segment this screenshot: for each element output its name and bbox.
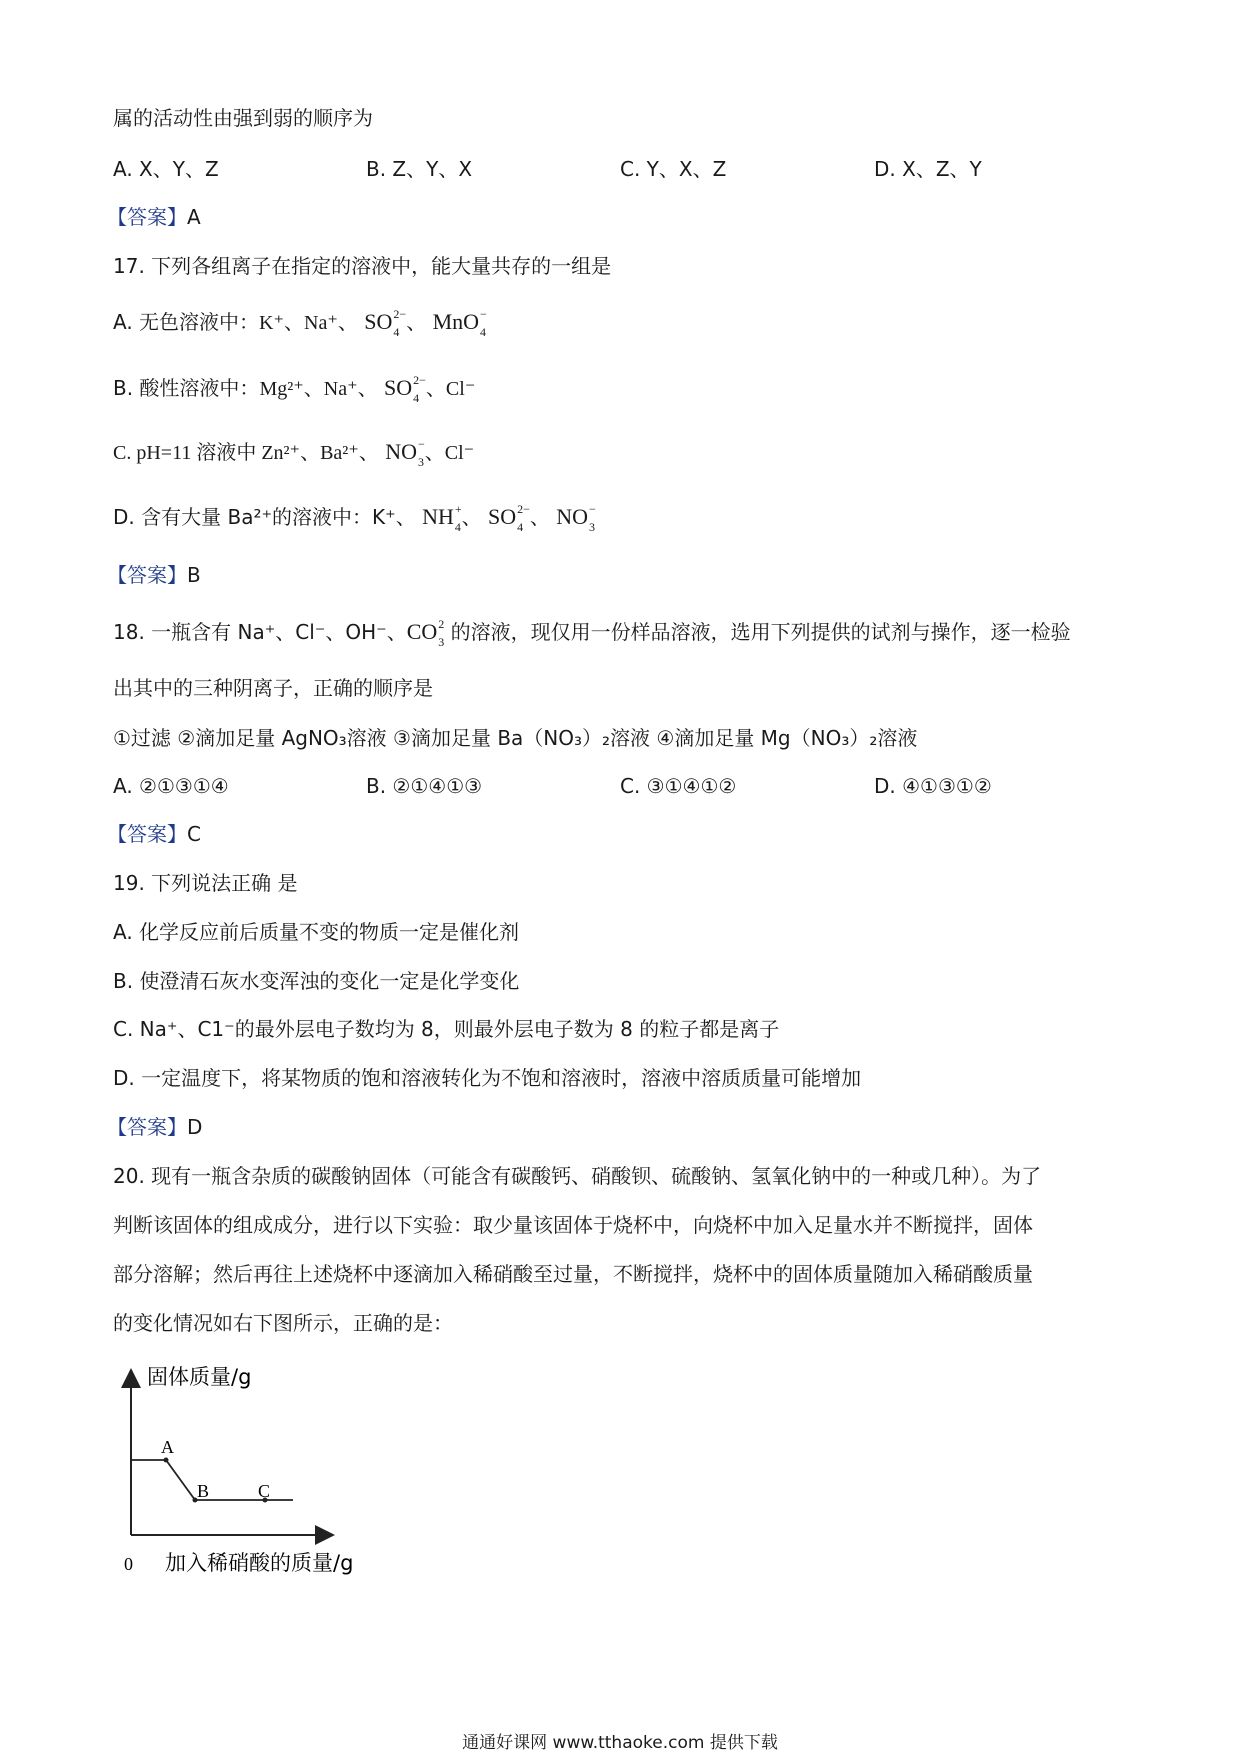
q18-stem-line2: 出其中的三种阴离子，正确的顺序是: [113, 676, 433, 700]
option-b-ions: Mg²⁺、Na⁺、: [259, 378, 378, 400]
q20-line2: 判断该固体的组成成分，进行以下实验：取少量该固体于烧杯中，向烧杯中加入足量水并不断搅拌，固体: [113, 1213, 1033, 1237]
q16-option-b: B. Z、Y、X: [366, 157, 473, 181]
stem-part-a: 18. 一瓶含有 Na⁺、Cl⁻、OH⁻、: [113, 620, 407, 644]
answer-value: A: [187, 205, 201, 229]
q17-option-b: [113, 374, 475, 403]
q19-option-d: D. 一定温度下，将某物质的饱和溶液转化为不饱和溶液时，溶液中溶质质量可能增加: [113, 1066, 862, 1090]
option-a-ions: K⁺、Na⁺、: [259, 312, 358, 334]
q18-option-a: A. ②①③①④: [113, 774, 229, 798]
q19-answer: [107, 1113, 202, 1141]
q16-answer: [107, 203, 201, 231]
option-c-tail: 、Cl⁻: [424, 442, 475, 464]
carbonate-ion: CO 2 3: [406, 616, 445, 649]
point-a-dot: [164, 1458, 169, 1463]
q17-option-a: A. 无色溶液中：K⁺、Na⁺、 SO 2− 4 、 MnO − 4: [113, 306, 487, 339]
solid-mass-graph: [110, 1360, 380, 1580]
q19-option-c: C. Na⁺、C1⁻的最外层电子数均为 8，则最外层电子数为 8 的粒子都是离子: [113, 1017, 780, 1041]
option-a-prefix: A. 无色溶液中：: [113, 310, 260, 334]
option-c-prefix: C. pH=11 溶液中 Zn²⁺、Ba²⁺、: [113, 442, 379, 464]
sulfate-ion: SO 2− 4: [364, 306, 407, 339]
q18-operations: ①过滤 ②滴加足量 AgNO₃溶液 ③滴加足量 Ba（NO₃）₂溶液 ④滴加足量 Mg（NO₃）₂溶液: [113, 726, 918, 750]
nitrate-ion: NO − 3: [385, 436, 425, 469]
point-b-label: B: [197, 1481, 210, 1501]
q16-option-d: D. X、Z、Y: [874, 157, 982, 181]
answer-tag: 【答案】: [107, 563, 187, 587]
option-b-prefix: B. 酸性溶液中：: [113, 376, 260, 400]
q20-line4: 的变化情况如右下图所示，正确的是：: [113, 1311, 453, 1335]
answer-tag: 【答案】: [107, 822, 187, 846]
sulfate-ion: SO 2− 4: [487, 501, 530, 534]
q19-option-b: B. 使澄清石灰水变浑浊的变化一定是化学变化: [113, 969, 520, 993]
q19-stem: 19. 下列说法正确 是: [113, 871, 298, 895]
option-d-prefix: D. 含有大量 Ba²⁺的溶液中：K⁺、: [113, 505, 416, 529]
q20-line3: 部分溶解；然后再往上述烧杯中逐滴加入稀硝酸至过量，不断搅拌，烧杯中的固体质量随加入稀硝酸质量: [113, 1262, 1033, 1286]
x-axis-label: 加入稀硝酸的质量/g: [165, 1551, 354, 1575]
q16-option-a: A. X、Y、Z: [113, 157, 219, 181]
answer-value: D: [187, 1115, 203, 1139]
y-axis-label: 固体质量/g: [147, 1365, 252, 1389]
stem-part-b: 的溶液，现仅用一份样品溶液，选用下列提供的试剂与操作，逐一检验: [444, 620, 1071, 644]
q17-answer: [107, 561, 201, 589]
nitrate-ion: NO − 3: [556, 501, 596, 534]
answer-value: C: [187, 822, 201, 846]
q17-stem: 17. 下列各组离子在指定的溶液中，能大量共存的一组是: [113, 254, 612, 278]
page-footer: 通通好课网 www.tthaoke.com 提供下载: [462, 1733, 778, 1753]
q20-line1: 20. 现有一瓶含杂质的碳酸钠固体（可能含有碳酸钙、硝酸钡、硫酸钠、氢氧化钠中的一种或几种）。为了: [113, 1164, 1042, 1188]
sulfate-ion: SO 2− 4: [384, 372, 426, 405]
point-c-label: C: [258, 1481, 271, 1501]
answer-value: B: [187, 563, 201, 587]
answer-tag: 【答案】: [107, 205, 187, 229]
q17-option-c: [113, 438, 474, 467]
q16-stem-tail: 属的活动性由强到弱的顺序为: [113, 106, 373, 130]
ammonium-ion: NH + 4: [422, 501, 462, 534]
permanganate-ion: MnO − 4: [432, 306, 487, 339]
option-b-tail: 、Cl⁻: [425, 378, 476, 400]
q18-option-d: D. ④①③①②: [874, 774, 992, 798]
q17-option-d: D. 含有大量 Ba²⁺的溶液中：K⁺、 NH + 4 、 SO 2− 4 、 NO − 3: [113, 501, 596, 534]
q16-option-c: C. Y、X、Z: [620, 157, 727, 181]
q19-option-a: A. 化学反应前后质量不变的物质一定是催化剂: [113, 920, 520, 944]
origin-label: 0: [124, 1554, 133, 1574]
answer-tag: 【答案】: [107, 1115, 187, 1139]
q18-option-c: C. ③①④①②: [620, 774, 737, 798]
q18-stem-line1: [113, 616, 1071, 649]
q18-option-b: B. ②①④①③: [366, 774, 483, 798]
q18-answer: [107, 820, 201, 848]
point-a-label: A: [161, 1437, 174, 1457]
